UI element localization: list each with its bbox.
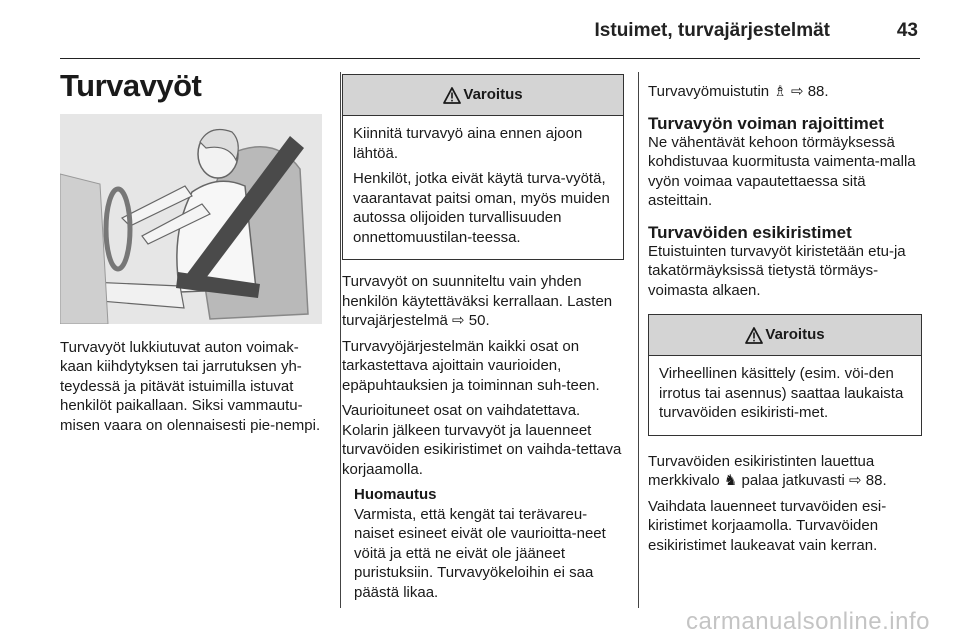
- sub-heading: Turvavyön voiman rajoittimet: [648, 113, 884, 133]
- intro-paragraph: Turvavyöt lukkiutuvat auton voimak-kaan kiihdytyksen tai jarrutuksen yh-teydessä ja pitävät istuimilla istuvat henkilöt paikallaan. Siksi vammautu-misen vaara on olennaisesti pie-nempi.: [60, 338, 321, 434]
- warning-box: [648, 314, 922, 436]
- body-paragraph: Turvavyöt on suunniteltu vain yhden henkilön käytettäväksi kerrallaan. Lasten turvajärjestelmä ⇨ 50.: [342, 273, 613, 329]
- lamp-text-prefix: Turvavöiden esikiristinten lauettua merkkivalo: [648, 452, 875, 489]
- header-rule: [60, 58, 920, 59]
- section-text: Etuistuinten turvavyöt kiristetään etu-ja takatörmäyksissä tietystä törmäys-voimasta alkaen.: [648, 242, 906, 299]
- warning-text: Kiinnitä turvavyö aina ennen ajoon lähtöä.: [353, 125, 583, 162]
- middle-column: [342, 72, 624, 602]
- note-title: Huomautus: [354, 486, 437, 503]
- watermark: carmanualsonline.info: [686, 608, 930, 635]
- right-column: [648, 72, 922, 561]
- body-paragraph: Turvavyöjärjestelmän kaikki osat on tarkastettava ajoittain vaurioiden, epäpuhtauksien ja toiminnan suh-teen.: [342, 337, 600, 394]
- warning-triangle-icon: [443, 87, 461, 104]
- reminder-prefix: Turvavyömuistutin: [648, 83, 770, 100]
- warning-body: [343, 116, 623, 259]
- left-column: [60, 68, 328, 441]
- lamp-paragraph: [648, 452, 922, 491]
- page-number: 43: [896, 20, 918, 41]
- seatbelt-reminder-icon: ♗: [773, 83, 787, 100]
- lamp-text-suffix: palaa jatkuvasti ⇨ 88.: [741, 472, 887, 489]
- warning-text: Virheellinen käsittely (esim. vöi-den irrotus tai asennus) saattaa laukaista turvavöiden esikiristi-met.: [659, 365, 904, 421]
- section-text: Ne vähentävät kehoon törmäyksessä kohdistuvaa kuormitusta vaimenta-malla vyön voimaa vapautettaessa sitä asteittain.: [648, 133, 916, 209]
- column-divider-left: [340, 72, 341, 608]
- final-paragraph: Vaihdata lauenneet turvavöiden esi-kiristimet korjaamolla. Turvavöiden esikiristimet laukeavat vain kerran.: [648, 497, 887, 554]
- section-title: Turvavyöt: [60, 68, 202, 103]
- seatbelt-illustration: [60, 114, 322, 324]
- reminder-ref: ⇨ 88.: [790, 83, 829, 100]
- warning-header: [343, 75, 623, 116]
- warning-body: [649, 356, 921, 435]
- warning-title: Varoitus: [463, 86, 523, 104]
- body-paragraph: Vaurioituneet osat on vaihdatettava. Kolarin jälkeen turvavyöt ja lauenneet turvavöiden esikiristimet on vaihda-tettava korjaamolla.: [342, 402, 622, 478]
- warning-triangle-icon: [745, 327, 763, 344]
- warning-text: Henkilöt, jotka eivät käytä turva-vyötä, vaarantavat paitsi oman, myös muiden autossa olijoiden turvallisuuden onnettomuustilan-teessa.: [353, 170, 610, 246]
- reminder-line: [648, 82, 922, 102]
- note-text: Varmista, että kengät tai terävareu-naiset esineet eivät ole vaurioitta-neet vöitä ja että ne eivät ole jääneet puristuksiin. Turvavyökeloihin ei saa päästä likaa.: [354, 505, 606, 601]
- warning-box: [342, 74, 624, 260]
- column-divider-right: [638, 72, 639, 608]
- page-header-title: Istuimet, turvajärjestelmät: [594, 20, 830, 41]
- pretensioner-lamp-icon: ♞: [723, 472, 738, 489]
- sub-heading: Turvavöiden esikiristimet: [648, 222, 852, 242]
- note: [354, 485, 624, 602]
- warning-title: Varoitus: [765, 326, 825, 344]
- warning-header: [649, 315, 921, 356]
